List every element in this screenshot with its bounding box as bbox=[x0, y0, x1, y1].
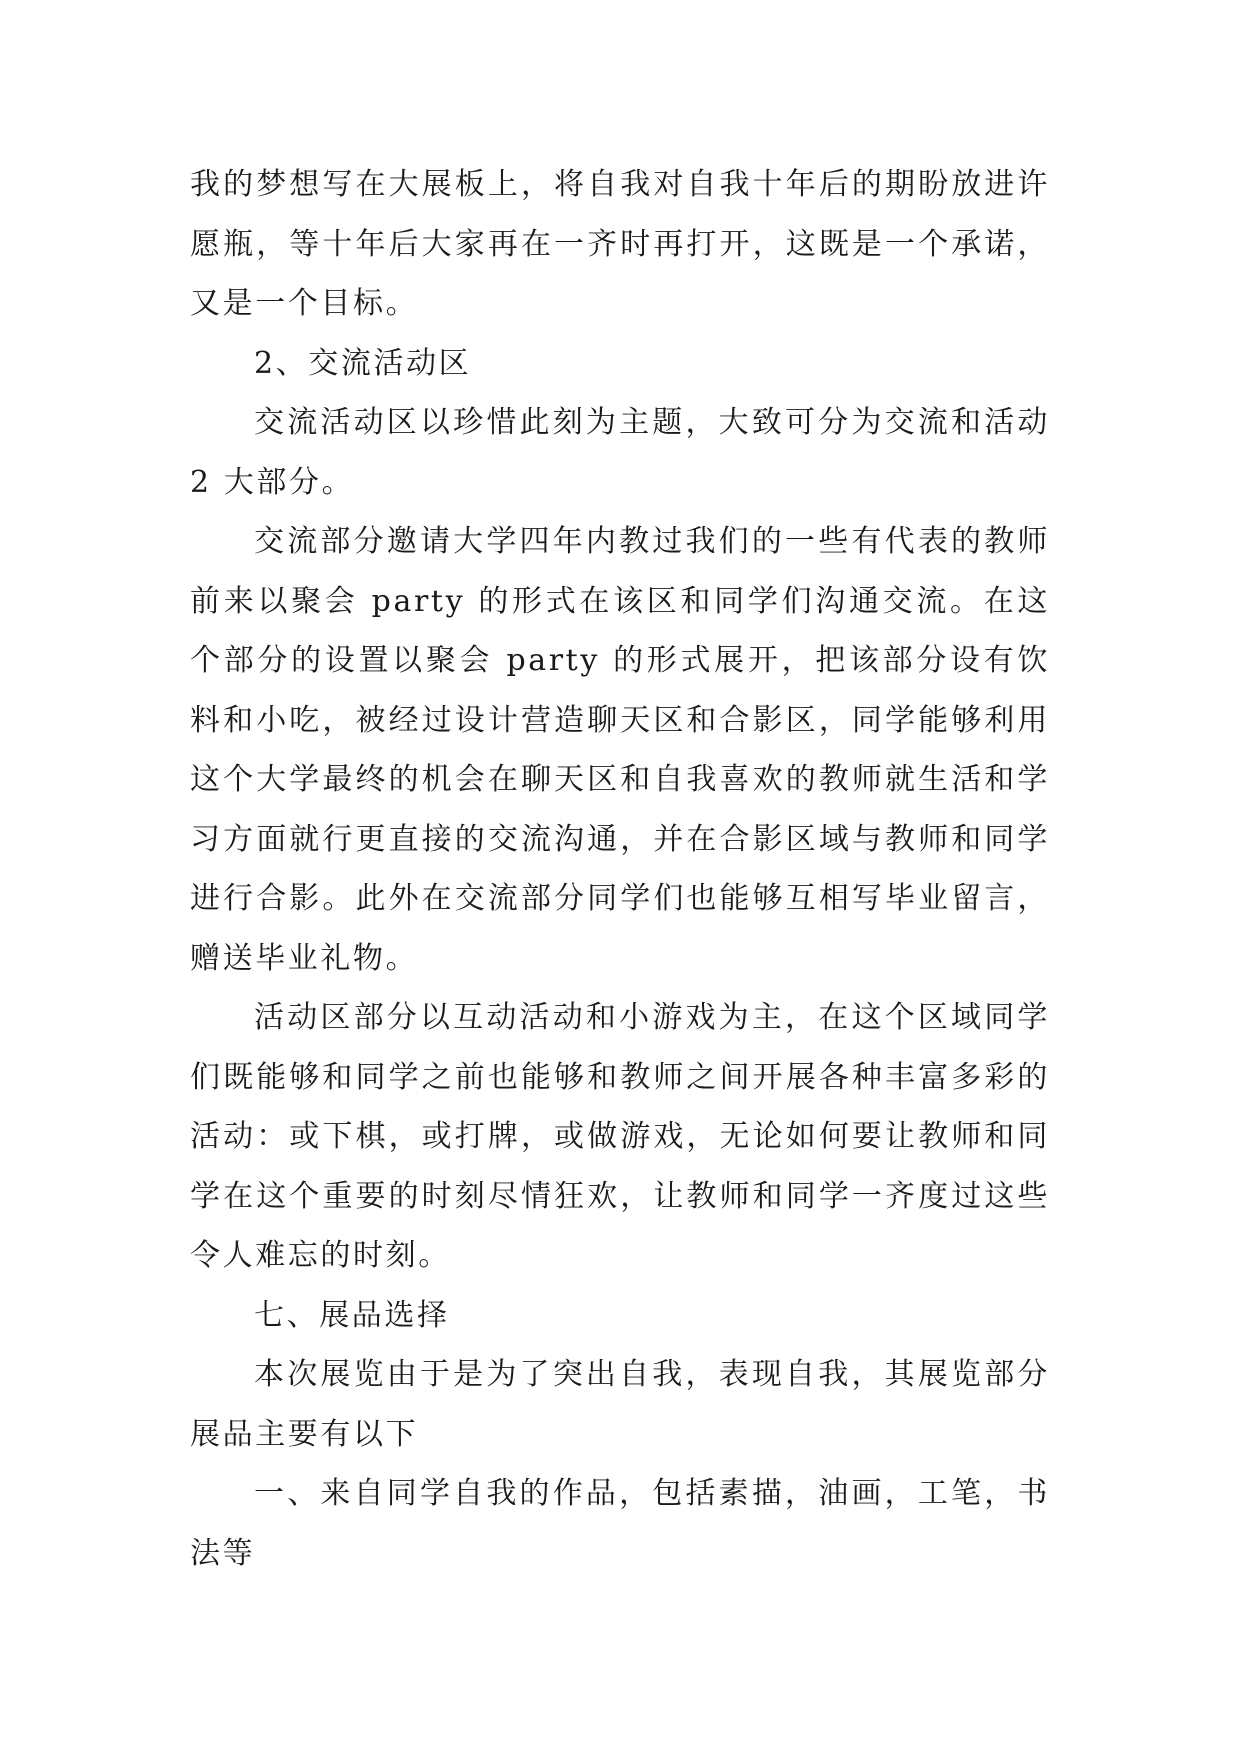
document-body bbox=[190, 155, 1050, 1583]
paragraph-activity-part: 活动区部分以互动活动和小游戏为主，在这个区域同学们既能够和同学之前也能够和教师之间开展各种丰富多彩的活动：或下棋，或打牌，或做游戏，无论如何要让教师和同学在这个重要的时刻尽情狂欢，让教师和同学一齐度过这些令人难忘的时刻。 bbox=[190, 1000, 1050, 1273]
section-heading-exhibit-selection: 七、展品选择 bbox=[254, 1297, 450, 1333]
paragraph-exhibit-intro: 本次展览由于是为了突出自我，表现自我，其展览部分展品主要有以下 bbox=[190, 1357, 1050, 1452]
paragraph-exchange-area-intro: 交流活动区以珍惜此刻为主题，大致可分为交流和活动 2 大部分。 bbox=[190, 405, 1050, 500]
section-heading-exchange-area: 2、交流活动区 bbox=[254, 345, 472, 381]
paragraph-exchange-part: 交流部分邀请大学四年内教过我们的一些有代表的教师前来以聚会 party 的形式在该区和同学们沟通交流。在这个部分的设置以聚会 party 的形式展开，把该部分设有饮料和小吃，被经过设计营造聊天区和合影区，同学能够利用这个大学最终的机会在聊天区和自我喜欢的教师就生活和学习方面就行更直接的交流沟通，并在合影区域与教师和同学进行合影。此外在交流部分同学们也能够互相写毕业留言，赠送毕业礼物。 bbox=[190, 524, 1050, 976]
paragraph-continued-wish-bottle: 我的梦想写在大展板上，将自我对自我十年后的期盼放进许愿瓶，等十年后大家再在一齐时再打开，这既是一个承诺，又是一个目标。 bbox=[190, 167, 1050, 321]
paragraph-exhibit-item-one: 一、来自同学自我的作品，包括素描，油画，工笔，书法等 bbox=[190, 1476, 1050, 1571]
